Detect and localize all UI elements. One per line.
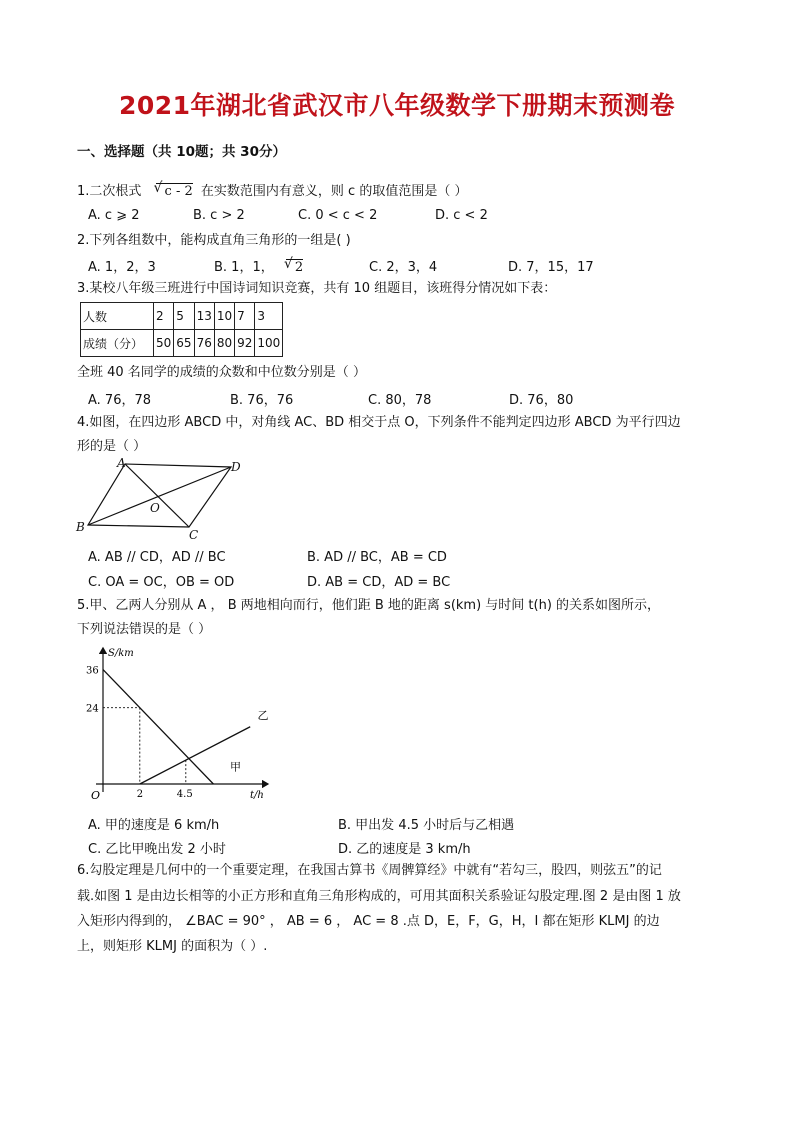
parallelogram-figure [72,455,257,545]
question-6-line-3: 入矩形内得到的， ∠BAC = 90° ， AB = 6 ， AC = 8 .点 D，E，F，G，H，I 都在矩形 KLMJ 的边 [77,914,660,929]
table-cell: 65 [174,330,194,357]
vertex-label-d: D [231,460,241,474]
q5-option-d[interactable]: D. 乙的速度是 3 km/h [338,842,471,857]
series-label-jia: 甲 [229,760,241,774]
question-5-stem-line-2: 下列说法错误的是（ ） [77,622,212,637]
q2-option-d[interactable]: D. 7，15，17 [508,260,594,275]
score-table [80,302,283,357]
q5-option-b[interactable]: B. 甲出发 4.5 小时后与乙相遇 [338,818,515,833]
table-row [81,330,283,357]
question-3-question: 全班 40 名同学的成绩的众数和中位数分别是（ ） [77,365,366,380]
q3-option-b[interactable]: B. 76，76 [230,393,294,408]
center-label-o: O [150,501,160,515]
series-label-yi: 乙 [257,708,269,722]
q3-option-d[interactable]: D. 76，80 [509,393,574,408]
q2-option-a[interactable]: A. 1，2，3 [88,260,156,275]
sqrt-two [286,259,303,275]
x-tick-label: 2 [136,789,144,800]
radicand: c - 2 [164,184,193,199]
question-2-stem: 2.下列各组数中，能构成直角三角形的一组是( ) [77,233,351,248]
diagonal-ac [125,464,189,527]
question-4-stem-line-2: 形的是（ ） [77,439,147,454]
table-cell: 80 [214,330,234,357]
x-tick-label: 4.5 [176,789,193,800]
table-cell: 13 [194,303,214,330]
table-row-label: 人数 [81,303,154,330]
q1-option-b[interactable]: B. c > 2 [193,208,245,223]
q4-option-a[interactable]: A. AB // CD，AD // BC [88,550,226,565]
q1-option-a[interactable]: A. c ⩾ 2 [88,208,140,223]
table-cell: 3 [255,303,283,330]
question-1-suffix: 在实数范围内有意义，则 c 的取值范围是（ ） [200,184,468,199]
table-cell: 50 [154,330,174,357]
q5-option-c[interactable]: C. 乙比甲晚出发 2 小时 [88,842,226,857]
table-row-label: 成绩（分） [81,330,154,357]
table-cell: 100 [255,330,283,357]
question-1-prefix: 1.二次根式 [77,184,142,199]
radical-expression [156,183,193,199]
table-cell: 76 [194,330,214,357]
diagonal-bd [88,467,231,525]
table-cell: 92 [235,330,255,357]
series-line-yi [140,727,250,784]
vertex-label-a: A [117,456,126,470]
q2-option-b[interactable] [214,256,303,275]
q1-option-d[interactable]: D. c < 2 [435,208,488,223]
question-3-stem: 3.某校八年级三班进行中国诗词知识竞赛，共有 10 组题目，该班得分情况如下表： [77,281,557,296]
table-cell: 7 [235,303,255,330]
page-title: 2021年湖北省武汉市八年级数学下册期末预测卷 [118,91,676,120]
question-6-line-1: 6.勾股定理是几何中的一个重要定理，在我国古算书《周髀算经》中就有“若勾三，股四，则弦五”的记 [77,863,662,878]
series-line-jia [103,670,213,784]
q4-option-b[interactable]: B. AD // BC，AB = CD [307,550,447,565]
q1-option-c[interactable]: C. 0 < c < 2 [298,208,378,223]
x-axis-label: t/h [250,790,264,801]
q3-option-a[interactable]: A. 76，78 [88,393,152,408]
q3-option-c[interactable]: C. 80，78 [368,393,432,408]
table-cell: 2 [154,303,174,330]
y-tick-label: 36 [86,665,99,677]
vertex-label-c: C [189,528,199,542]
table-cell: 10 [214,303,234,330]
table-cell: 5 [174,303,194,330]
y-axis-label: S/km [108,648,134,659]
question-1-stem [77,183,467,201]
section-heading: 一、选择题（共 10题；共 30分） [77,144,286,160]
table-row [81,303,283,330]
vertex-label-b: B [76,520,85,534]
question-6-line-2: 载.如图 1 是由边长相等的小正方形和直角三角形构成的，可用其面积关系验证勾股定理.图 2 是由图 1 放 [77,889,681,904]
distance-time-chart [80,642,280,807]
origin-label: O [91,789,101,802]
q2-option-b-prefix: B. 1，1， [214,260,274,275]
q5-option-a[interactable]: A. 甲的速度是 6 km/h [88,818,220,833]
y-tick-label: 24 [86,703,99,715]
q2-option-c[interactable]: C. 2，3，4 [369,260,438,275]
question-4-stem-line-1: 4.如图，在四边形 ABCD 中，对角线 AC、BD 相交于点 O，下列条件不能判定四边形 ABCD 为平行四边 [77,415,681,430]
question-6-line-4: 上，则矩形 KLMJ 的面积为（ ）. [77,939,268,954]
q4-option-c[interactable]: C. OA = OC，OB = OD [88,575,235,590]
sqrt-two-radicand: 2 [294,260,304,275]
q4-option-d[interactable]: D. AB = CD，AD = BC [307,575,451,590]
question-5-stem-line-1: 5.甲、乙两人分别从 A ， B 两地相向而行，他们距 B 地的距离 s(km) 与时间 t(h) 的关系如图所示， [77,598,661,613]
